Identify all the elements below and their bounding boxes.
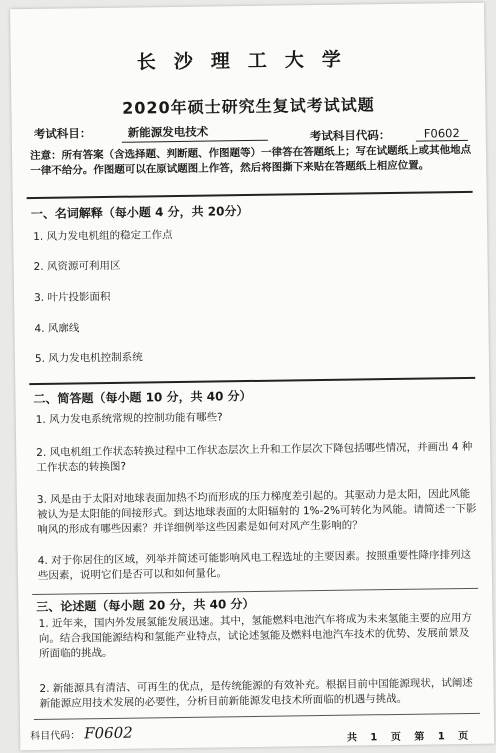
question-item: 3. 叶片投影面积 xyxy=(33,290,111,305)
exam-paper xyxy=(10,3,494,751)
exam-title: 2020年硕士研究生复试考试试题 xyxy=(122,95,375,118)
subject-label: 考试科目： xyxy=(33,126,92,141)
university-name: 长沙理工大学 xyxy=(136,48,359,74)
question-item: 5. 风力发电机控制系统 xyxy=(34,351,143,365)
footer-code xyxy=(30,724,133,743)
notice-text: 注意：所有答案（含选择题、判断题、作图题等）一律答在答题纸上；写在试题纸上或其他地点一律不给分。作图题可以在原试题图上作答，然后将图撕下来贴在答题纸上相应位置。 xyxy=(29,143,472,178)
question-item: 2. 风电机组工作状态转换过程中工作状态层次上升和工作层次下降包括哪些情况，并画出 4 种工作状态的转换图? xyxy=(36,440,473,474)
divider xyxy=(27,191,473,199)
divider xyxy=(29,377,475,385)
question-item: 1. 风力发电系统常规的控制功能有哪些? xyxy=(35,411,223,426)
subject-value: 新能源发电技术 xyxy=(122,123,268,143)
section-title: 一、名词解释（每小题 4 分，共 20分） xyxy=(30,204,249,222)
divider xyxy=(34,713,480,720)
section-title: 三、论述题（每小题 20 分，共 40 分） xyxy=(36,596,255,614)
question-item: 3. 风是由于太阳对地球表面加热不均而形成的压力梯度差引起的。其驱动力是太阳，因此风能被认为是太阳能的间接形式。到达地球表面的太阳辐射的 1%-2%可转化为风能。请简述一下影响风的形成有哪些因素？并详细例举这些因素是如何对风产生影响的？ xyxy=(36,487,477,536)
question-item: 2. 风资源可利用区 xyxy=(33,259,121,274)
section-title: 二、简答题（每小题 10 分，共 40 分） xyxy=(33,388,252,407)
question-item: 1. 近年来，国内外发展氢能发展迅速。其中，氢能燃料电池汽车将成为未来氢能主要的应用方向。结合我国能源结构和氢能产业特点，试论述氢能及燃料电池汽车技术的优势、发展前景及所面临的挑战。 xyxy=(38,611,473,660)
question-item: 4. 对于你居住的区域，列举并简述可能影响风电工程选址的主要因素。按照重要性降序排列这些因素，说明它们是否可以和如何量化。 xyxy=(37,548,472,582)
subject-code-label: 考试科目代码： xyxy=(309,128,391,144)
question-item: 4. 风廓线 xyxy=(34,322,80,335)
divider xyxy=(32,588,478,595)
footer-code-label: 科目代码： xyxy=(30,730,81,743)
subject-code-value: F0602 xyxy=(416,126,468,142)
question-item: 2. 新能源具有清洁、可再生的优点，是传统能源的有效补充。根据目前中国能源现状，试阐述新能源应用技术发展的必要性，分析目前新能源发电技术所面临的机遇与挑战。 xyxy=(39,676,473,710)
handwritten-code: F0602 xyxy=(84,723,133,743)
page-number xyxy=(347,727,469,744)
page-total: 共 1 页 xyxy=(346,731,401,744)
subject-row xyxy=(33,120,464,144)
page-current: 第 1 页 xyxy=(414,730,469,743)
question-item: 1. 风力发电机组的稳定工作点 xyxy=(33,229,173,244)
